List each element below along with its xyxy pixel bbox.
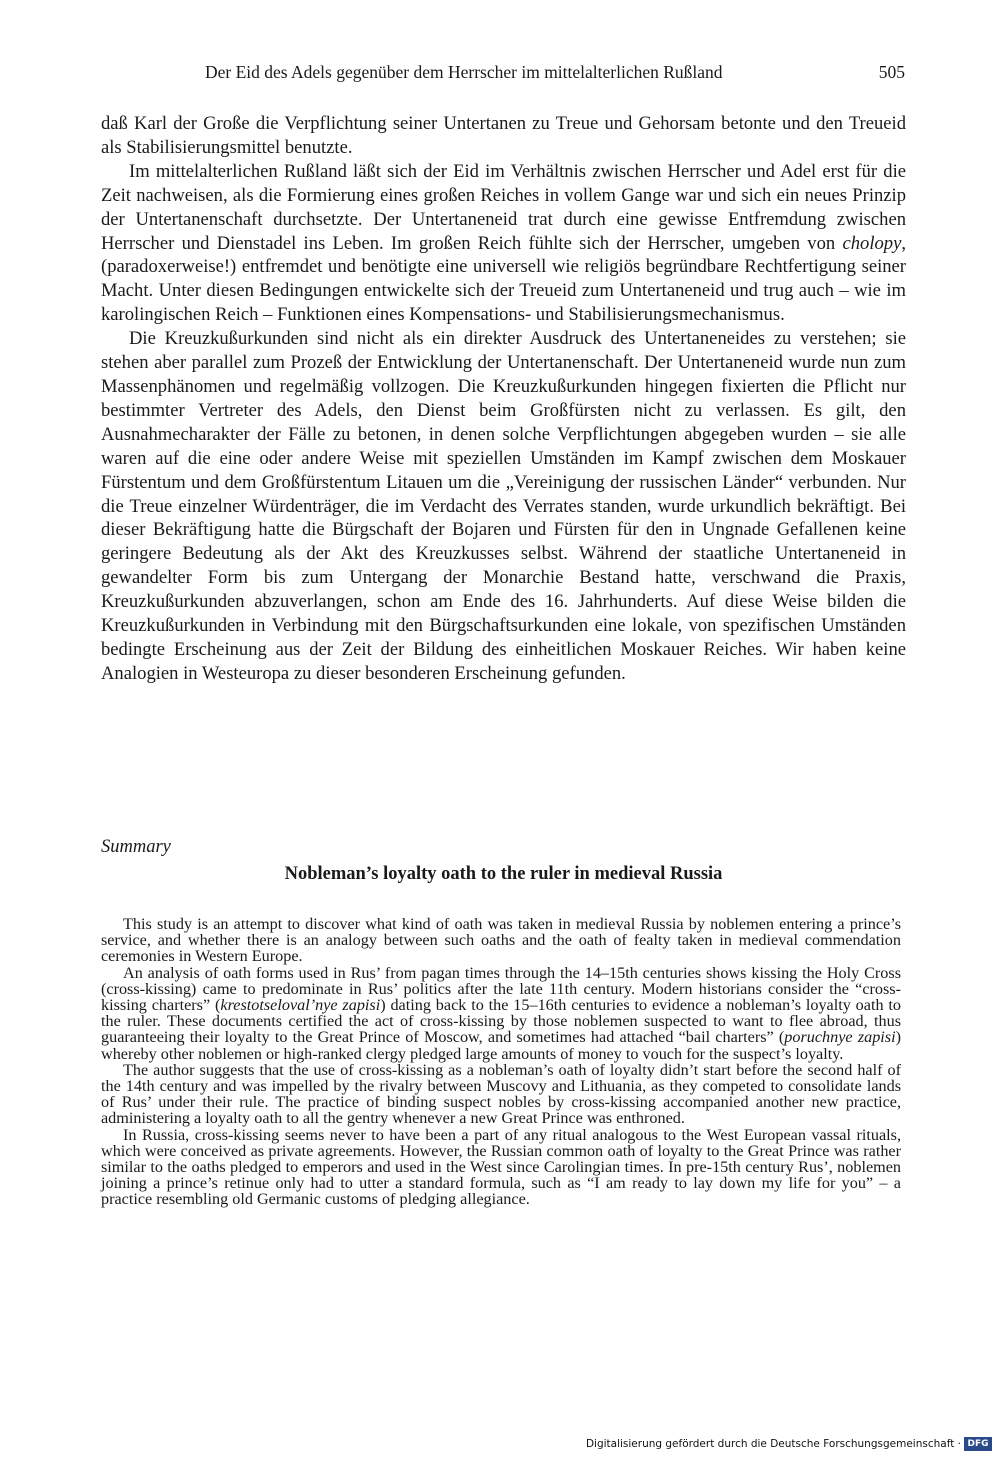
summary-label: Summary — [101, 837, 171, 857]
summary-paragraph-2-text-a: An analysis of oath forms used in Rus’ from pagan times through the 14–15th centuries shows kissing the Holy Cross (cross-kissing) came to predominate in Rus’ politics after the late 11th century. Modern historians consider the “cross-kissing charters” ( — [101, 963, 901, 1015]
paragraph-3: Die Kreuzkußurkunden sind nicht als ein direkter Ausdruck des Untertaneneides zu verstehen; sie stehen aber parallel zum Prozeß der Entwicklung der Untertanenschaft. Der Untertaneneid wurde nun zum Massenphänomen und regelmäßig vollzogen. Die Kreuzkußurkunden hingegen fixierten die Pflicht nur bestimmter Vertreter des Adels, den Dienst beim Großfürsten nicht zu verlassen. Es gilt, den Ausnahmecharakter der Fälle zu betonen, in denen solche Verpflichtungen abgegeben wurden – sie alle waren auf die eine oder andere Weise mit speziellen Umständen im Kampf zwischen dem Moskauer Fürstentum und dem Großfürstentum Litauen um die „Vereinigung der russischen Länder“ verbunden. Nur die Treue einzelner Würdenträger, die im Verdacht des Verrates standen, wurde urkundlich bekräftigt. Bei dieser Bekräftigung hatte die Bürgschaft der Bojaren und Fürsten für den in Ungnade Gefallenen keine geringere Bedeutung als der Akt des Kreuzkusses selbst. Während der staatliche Untertaneneid in gewandelter Form bis zum Untergang der Monarchie Bestand hatte, verschwand die Praxis, Kreuzkußurkunden abzuverlangen, schon am Ende des 16. Jahrhunderts. Auf diese Weise bilden die Kreuzkußurkunden in Verbindung mit den Bürgschaftsurkunden eine lokale, von spezifischen Umständen bedingte Erscheinung aus der Zeit der Bildung des einheitlichen Moskauer Reiches. Wir haben keine Analogien in Westeuropa zu dieser besonderen Erscheinung gefunden. — [101, 328, 906, 684]
summary-paragraph-4: In Russia, cross-kissing seems never to have been a part of any ritual analogous to the West European vassal rituals, which were conceived as private agreements. However, the Russian common oath of loyalty to the Great Prince was rather similar to the oaths pledged to emperors and used in the West since Carolingian times. In pre-15th century Rus’, noblemen joining a prince’s retinue only had to utter a standard formula, such as “I am ready to lay down my life for you” – a practice resembling old Germanic customs of pledging allegiance. — [101, 1125, 901, 1209]
paragraph-2-text-a: Im mittelalterlichen Rußland läßt sich der Eid im Verhältnis zwischen Herrscher und Adel erst für die Zeit nachweisen, als die Formierung eines großen Reiches in vollem Gange war und sich ein neues Prinzip der Untertanenschaft durchsetzte. Der Untertaneneid trat durch eine gewisse Entfremdung zwischen Herrscher und Dienstadel ins Leben. Im großen Reich fühlte sich der Herrscher, umgeben von — [101, 160, 906, 254]
summary-text — [101, 916, 901, 1208]
summary-paragraph-2-italic-2: poruchnye zapisi — [784, 1028, 896, 1047]
page-header — [205, 62, 905, 88]
paragraph-2-text-b: , (paradoxerweise!) entfremdet und benötigte eine universell wie religiös begründbare Rechtfertigung seiner Macht. Unter diesen Bedingungen entwickelte sich der Treueid zum Untertaneneid und trug auch – wie im karolingischen Reich – Funktionen eines Kompensations- und Stabilisierungsmechanismus. — [101, 232, 906, 326]
summary-title: Nobleman’s loyalty oath to the ruler in medieval Russia — [284, 864, 723, 884]
summary-paragraph-2-text-c: ) whereby other noblemen or high-ranked clergy pledged large amounts of money to vouch for the suspect’s loyalty. — [101, 1028, 901, 1063]
footer-text: Digitalisierung gefördert durch die Deutsche Forschungsgemeinschaft · — [585, 1438, 961, 1450]
page-number: 505 — [878, 62, 905, 82]
dfg-logo-icon: DFG — [964, 1437, 992, 1451]
running-title: Der Eid des Adels gegenüber dem Herrscher im mittelalterlichen Rußland — [205, 62, 723, 82]
summary-paragraph-3: The author suggests that the use of cross-kissing as a nobleman’s oath of loyalty didn’t start before the second half of the 14th century and was impelled by the rivalry between Muscovy and Lithuania, as they competed to consolidate lands of Rus’ under their rule. The practice of binding suspect nobles by cross-kissing accompanied another new practice, administering a loyalty oath to all the gentry whenever a new Great Prince was enthroned. — [101, 1060, 901, 1128]
paragraph-2-italic: cholopy — [842, 232, 902, 254]
digitization-footer — [586, 1436, 992, 1452]
main-text — [101, 112, 906, 686]
paragraph-2 — [101, 160, 906, 327]
paragraph-1: daß Karl der Große die Verpflichtung seiner Untertanen zu Treue und Gehorsam betonte und den Treueid als Stabilisierungsmittel benutzte. — [101, 113, 906, 158]
summary-paragraph-2-text-b: ) dating back to the 15–16th centuries to evidence a nobleman’s loyalty oath to the ruler. These documents certified the act of cross-kissing by those noblemen suspected to want to flee abroad, thus guaranteeing their loyalty to the Great Prince of Moscow, and sometimes had attached “bail charters” ( — [101, 996, 901, 1047]
summary-paragraph-1: This study is an attempt to discover what kind of oath was taken in medieval Russia by noblemen entering a prince’s service, and whether there is an analogy between such oaths and the oath of fealty taken in medieval commendation ceremonies in Western Europe. — [101, 915, 901, 966]
summary-paragraph-2-italic-1: krestotseloval’nye zapisi — [220, 996, 381, 1015]
summary-paragraph-2 — [101, 965, 901, 1062]
